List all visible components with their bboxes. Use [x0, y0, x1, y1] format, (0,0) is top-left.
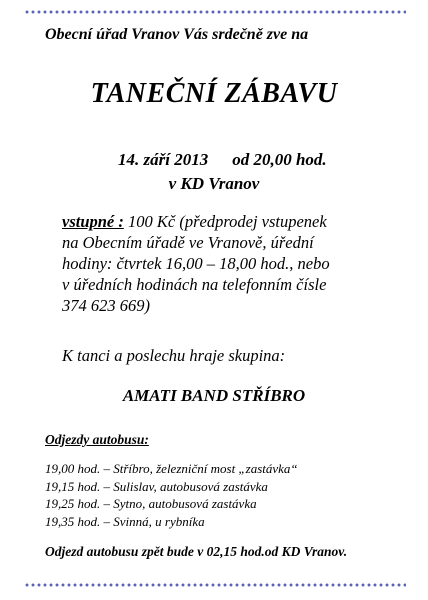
bus-stop-item: 19,25 hod. – Sytno, autobusová zastávka [45, 496, 257, 511]
event-venue: v KD Vranov [168, 174, 260, 193]
entry-fee-line-4: v úředních hodinách na telefonním čísle [62, 275, 327, 294]
event-title: TANEČNÍ ZÁBAVU [90, 78, 338, 109]
entry-fee-line-1 [62, 211, 330, 232]
bus-stop-item: 19,35 hod. – Svinná, u rybníka [45, 513, 205, 529]
band-name: AMATI BAND STŘÍBRO [122, 386, 306, 405]
entry-fee-block [62, 211, 330, 316]
event-datetime [118, 150, 327, 170]
entry-fee-label: vstupné : [62, 212, 124, 231]
decorative-border-top [24, 9, 406, 15]
bus-heading: Odjezdy autobusu: [45, 432, 149, 447]
bus-stop-list [45, 460, 298, 530]
bus-stop-item: 19,00 hod. – Stříbro, železniční most „zastávka“ [45, 461, 298, 476]
decorative-border-bottom [24, 582, 406, 588]
event-date: 14. září 2013 [118, 150, 209, 169]
entry-fee-text: 100 Kč (předprodej vstupenek [123, 212, 327, 231]
invitation-line: Obecní úřad Vranov Vás srdečně zve na [45, 26, 309, 43]
bus-return-note: Odjezd autobusu zpět bude v 02,15 hod.od KD Vranov. [45, 544, 348, 559]
entry-fee-line-2: na Obecním úřadě ve Vranově, úřední [62, 233, 314, 252]
event-time: od 20,00 hod. [232, 150, 327, 169]
entry-fee-line-5: 374 623 669) [62, 296, 150, 315]
music-intro: K tanci a poslechu hraje skupina: [62, 346, 286, 365]
entry-fee-line-3: hodiny: čtvrtek 16,00 – 18,00 hod., nebo [62, 254, 330, 273]
bus-stop-item: 19,15 hod. – Sulislav, autobusová zastávka [45, 478, 268, 494]
